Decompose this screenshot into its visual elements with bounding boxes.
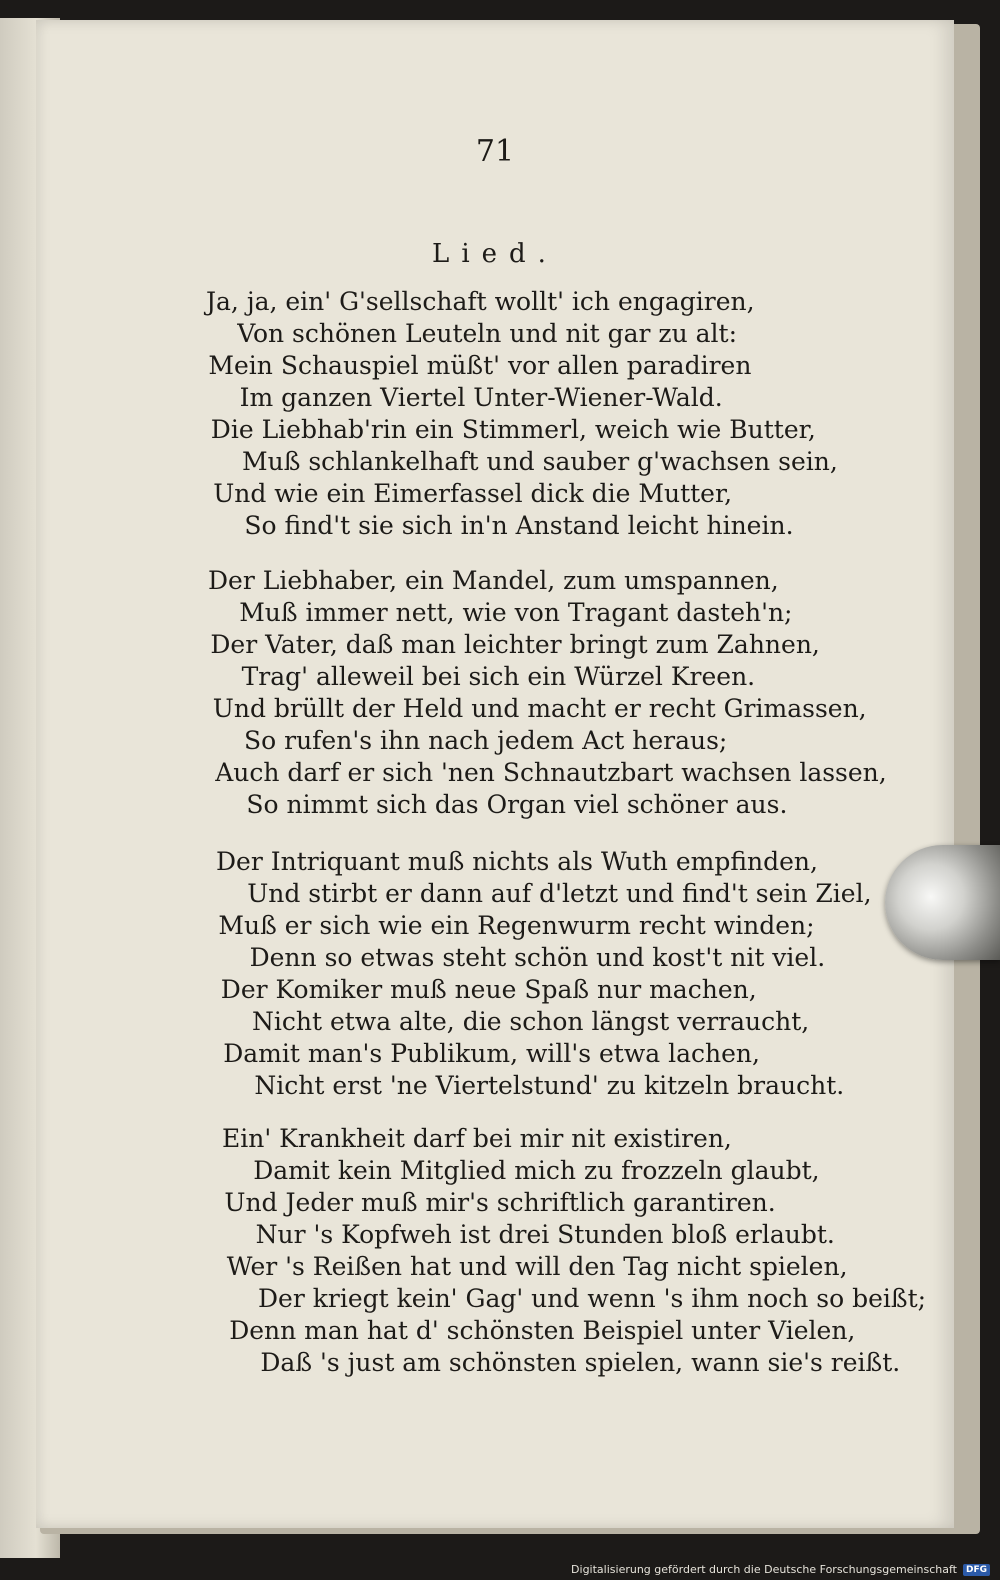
- poem-line: Nicht etwa alte, die schon längst verraucht,: [252, 1007, 810, 1036]
- poem-title: Lied.: [432, 239, 558, 269]
- poem-line: Daß 's just am schönsten spielen, wann sie's reißt.: [260, 1348, 901, 1377]
- poem-line: Nur 's Kopfweh ist drei Stunden bloß erlaubt.: [255, 1220, 835, 1249]
- poem-line: Und Jeder muß mir's schriftlich garantiren.: [224, 1188, 776, 1217]
- footer-credit: Digitalisierung gefördert durch die Deutsche Forschungsgemeinschaft: [571, 1563, 957, 1576]
- poem-line: Damit kein Mitglied mich zu frozzeln glaubt,: [253, 1156, 820, 1185]
- poem-line: Und brüllt der Held und macht er recht Grimassen,: [212, 694, 867, 723]
- poem-line: Ein' Krankheit darf bei mir nit existiren,: [222, 1124, 732, 1153]
- poem-line: Die Liebhab'rin ein Stimmerl, weich wie Butter,: [210, 415, 816, 444]
- poem-line: Muß er sich wie ein Regenwurm recht winden;: [218, 911, 815, 940]
- poem-line: Ja, ja, ein' G'sellschaft wollt' ich engagiren,: [206, 287, 755, 316]
- book-page: [36, 20, 954, 1528]
- poem-line: Von schönen Leuteln und nit gar zu alt:: [237, 319, 737, 348]
- poem-line: Und stirbt er dann auf d'letzt und find't sein Ziel,: [247, 879, 872, 908]
- poem-line: So rufen's ihn nach jedem Act heraus;: [244, 726, 728, 755]
- poem-line: Im ganzen Viertel Unter-Wiener-Wald.: [239, 383, 723, 412]
- poem-line: Der Vater, daß man leichter bringt zum Zahnen,: [210, 630, 820, 659]
- poem-line: Und wie ein Eimerfassel dick die Mutter,: [213, 479, 733, 508]
- poem-line: Der kriegt kein' Gag' und wenn 's ihm noch so beißt;: [258, 1284, 927, 1313]
- page-number: 71: [475, 134, 515, 169]
- poem-line: So nimmt sich das Organ viel schöner aus.: [246, 790, 788, 819]
- poem-line: Muß immer nett, wie von Tragant dasteh'n;: [239, 598, 793, 627]
- poem-line: Denn so etwas steht schön und kost't nit viel.: [249, 943, 826, 972]
- poem-line: Nicht erst 'ne Viertelstund' zu kitzeln braucht.: [254, 1071, 845, 1100]
- poem-line: Auch darf er sich 'nen Schnautzbart wachsen lassen,: [215, 758, 887, 787]
- poem-line: Trag' alleweil bei sich ein Würzel Kreen.: [241, 662, 756, 691]
- poem-line: Der Intriquant muß nichts als Wuth empfinden,: [216, 847, 818, 876]
- dfg-logo: DFG: [963, 1564, 990, 1576]
- poem-line: Mein Schauspiel müßt' vor allen paradiren: [208, 351, 752, 380]
- page-clip: [885, 845, 1000, 960]
- footer: [571, 1563, 990, 1576]
- poem-line: Der Liebhaber, ein Mandel, zum umspannen,: [208, 566, 779, 595]
- poem-line: Der Komiker muß neue Spaß nur machen,: [220, 975, 757, 1004]
- poem-line: Wer 's Reißen hat und will den Tag nicht spielen,: [226, 1252, 848, 1281]
- poem-line: So find't sie sich in'n Anstand leicht hinein.: [244, 511, 794, 540]
- poem-line: Muß schlankelhaft und sauber g'wachsen sein,: [242, 447, 838, 476]
- poem-line: Damit man's Publikum, will's etwa lachen,: [223, 1039, 760, 1068]
- poem-line: Denn man hat d' schönsten Beispiel unter Vielen,: [229, 1316, 856, 1345]
